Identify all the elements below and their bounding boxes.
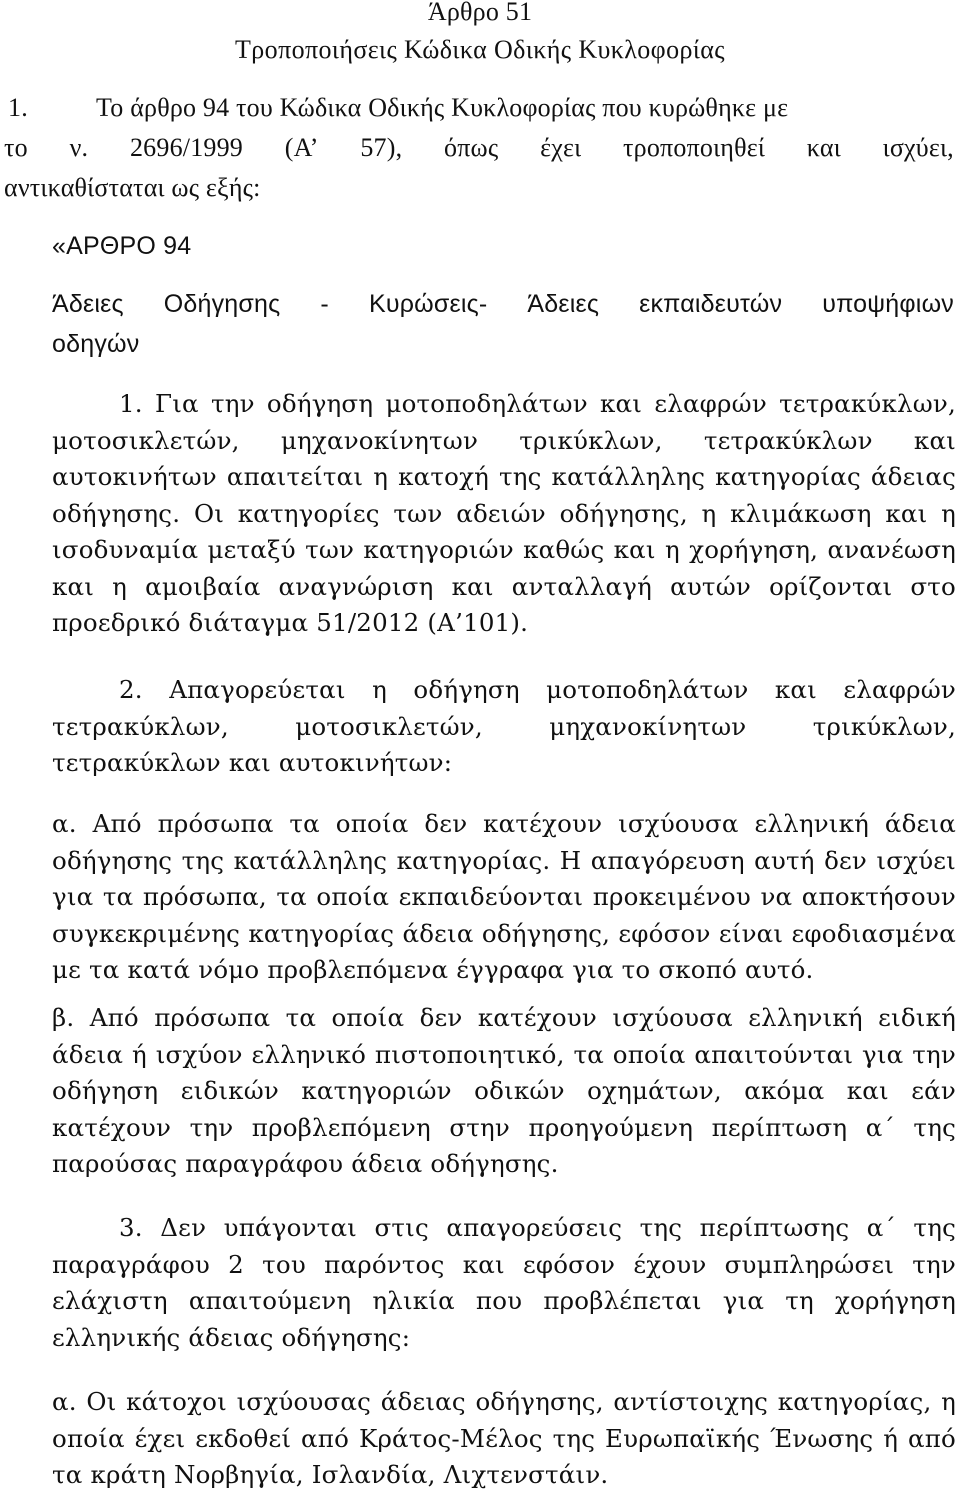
intro-line-2 (4, 130, 954, 167)
intro-word: το (4, 133, 28, 162)
paragraph-1: 1. Για την οδήγηση μοτοποδηλάτων και ελαφρών τετρακύκλων, μοτοσικλετών, μηχανοκίνητων τρικύκλων, τετρακύκλων και αυτοκινήτων απαιτείται η κατοχή της κατάλληλης κατηγορίας άδειας οδήγησης. Οι κατηγορίες των αδειών οδήγησης, η κλιμάκωση και η ισοδυναμία μεταξύ των κατηγοριών καθώς και η χορήγηση, ανανέωση και η αμοιβαία αναγνώριση και ανταλλαγή αυτών ορίζονται στο προεδρικό διάταγμα 51/2012 (Α’101). (52, 389, 956, 637)
intro-word: όπως (444, 133, 499, 162)
intro-word: ισχύει, (882, 133, 954, 162)
intro-word: ν. (69, 133, 89, 162)
paragraph-3: 3. Δεν υπάγονται στις απαγορεύσεις της περίπτωσης α΄ της παραγράφου 2 του παρόντος και εφόσον έχουν συμπληρώσει την ελάχιστη απαιτούμενη ηλικία που προβλέπεται για τη χορήγηση ελληνικής άδειας οδήγησης: (52, 1213, 956, 1352)
paragraph-2b: β. Από πρόσωπα τα οποία δεν κατέχουν ισχύουσα ελληνική ειδική άδεια ή ισχύον ελληνικό πιστοποιητικό, τα οποία απαιτούνται για την οδήγηση ειδικών κατηγοριών οδικών οχημάτων, ακόμα και εάν κατέχουν την προβλεπόμενη στην προηγούμενη περίπτωση α΄ της παρούσας παραγράφου άδεια οδήγησης. (52, 1003, 956, 1178)
new-article-heading: «ΑΡΘΡΟ 94 (52, 232, 192, 260)
new-article-title-line-1 (52, 286, 954, 323)
title-word: Άδειες (52, 290, 124, 318)
title-word: υποψήφιων (822, 290, 954, 318)
title-word: Κυρώσεις- (368, 290, 488, 318)
title-word: Οδήγησης (163, 290, 281, 318)
article-subtitle: Τροποποιήσεις Κώδικα Οδικής Κυκλοφορίας (235, 35, 725, 64)
paragraph-2: 2. Απαγορεύεται η οδήγηση μοτοποδηλάτων και ελαφρών τετρακύκλων, μοτοσικλετών, μηχανοκίνητων τρικύκλων, τετρακύκλων και αυτοκινήτων: (52, 675, 956, 777)
intro-word: τροποποιηθεί (623, 133, 766, 162)
paragraph-3a: α. Οι κάτοχοι ισχύουσας άδειας οδήγησης, αντίστοιχης κατηγορίας, η οποία έχει εκδοθεί από Κράτος-Μέλος της Ευρωπαϊκής Ένωσης ή από τα κράτη Νορβηγία, Ισλανδία, Λιχτενστάιν. (52, 1387, 956, 1489)
intro-text-line-1: Το άρθρο 94 του Κώδικα Οδικής Κυκλοφορίας που κυρώθηκε με (96, 93, 789, 122)
intro-word: (Α’ (284, 133, 319, 162)
intro-word: 2696/1999 (129, 133, 244, 162)
intro-number: 1. (8, 93, 28, 122)
intro-word: και (806, 133, 841, 162)
new-article-title-line-2: οδηγών (52, 330, 140, 358)
intro-line-1 (0, 90, 955, 127)
article-title: Άρθρο 51 (427, 0, 533, 26)
intro-word: έχει (540, 133, 582, 162)
intro-line-3: αντικαθίσταται ως εξής: (4, 173, 261, 202)
title-word: εκπαιδευτών (639, 290, 783, 318)
title-word: Άδειες (527, 290, 600, 318)
intro-word: 57), (360, 133, 403, 162)
title-word: - (320, 290, 329, 318)
paragraph-2a: α. Από πρόσωπα τα οποία δεν κατέχουν ισχύουσα ελληνική άδεια οδήγησης της κατάλληλης κατηγορίας. Η απαγόρευση αυτή δεν ισχύει για τα πρόσωπα, τα οποία εκπαιδεύονται προκειμένου να αποκτήσουν συγκεκριμένης κατηγορίας άδεια οδήγησης, εφόσον είναι εφοδιασμένα με τα κατά νόμο προβλεπόμενα έγγραφα για το σκοπό αυτό. (52, 809, 956, 984)
